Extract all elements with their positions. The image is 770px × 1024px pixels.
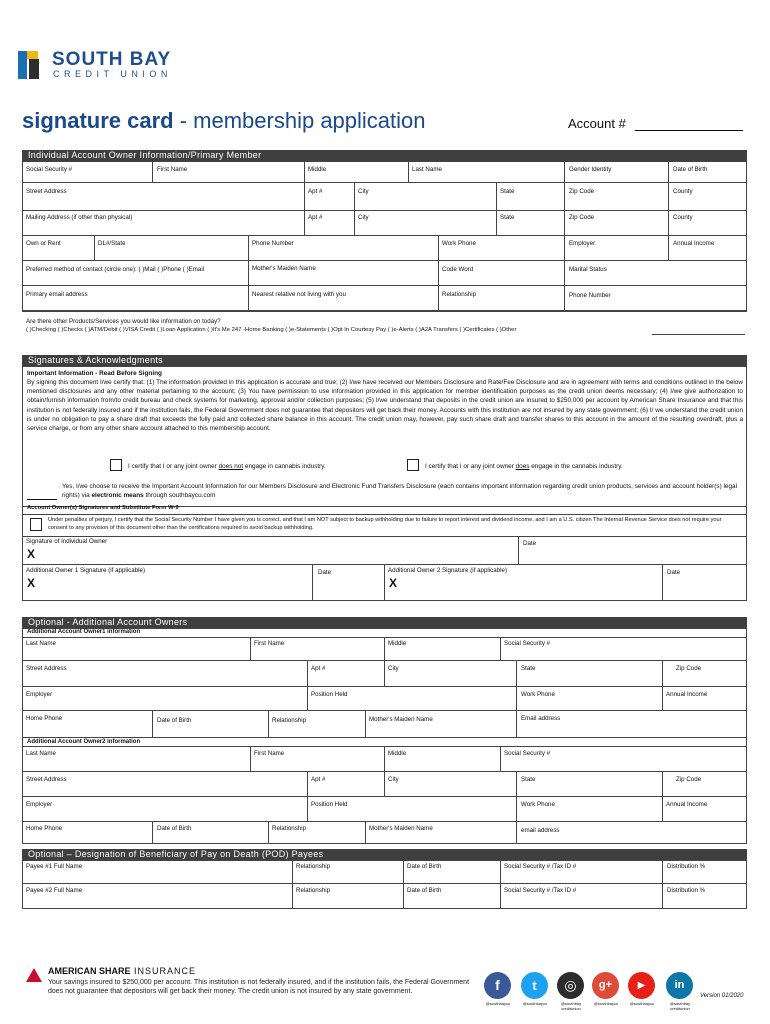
edisclosure-consent [62,482,742,500]
contact-method-label: Preferred method of contact (circle one): ( )Mail ( )Phone ( )Email [26,266,205,273]
title-rest: - membership application [173,108,426,133]
payee1-dist: Distribution % [667,863,706,870]
o1-position: Position Held [311,691,348,698]
cannabis-yes-checkbox[interactable] [407,459,419,471]
first-name-label: First Name [157,166,188,173]
mailing-apt-label: Apt # [308,214,323,221]
o2-relationship: Relationship [272,825,307,832]
asi-title-a: AMERICAN SHARE [48,966,131,976]
payee2-dob: Date of Birth [407,887,442,894]
o1-middle: Middle [388,640,407,647]
additional-owner2-sig-x[interactable]: X [389,576,398,590]
linkedin-icon[interactable] [666,972,693,999]
zip-label: Zip Code [569,188,595,195]
logo-mark-yellow [27,51,38,59]
signatures-section-header: Signatures & Acknowledgments [22,355,747,366]
facebook-glyph: f [495,977,500,993]
o1-home-phone: Home Phone [26,715,63,722]
primary-section-header: Individual Account Owner Information/Primary Member [22,150,747,161]
o2-maiden: Mother's Maiden Name [369,825,433,832]
cannabis-yes-label [425,462,623,471]
state-label: State [500,188,515,195]
edisclosure-bold: electronic means [91,492,144,500]
w9-checkbox[interactable] [30,518,42,531]
o2-city: City [388,776,399,783]
additional-owner2-sig-label: Additional Owner 2 Signature (if applicable) [388,567,508,574]
marital-label: Marital Status [569,266,607,273]
facebook-handle: @southbaycu [485,1001,511,1006]
o1-ssn: Social Security # [504,640,551,647]
o2-work-phone: Work Phone [521,801,555,808]
o2-zip: Zip Code [676,776,702,783]
payee2-dist: Distribution % [667,887,706,894]
title-main: signature card [22,108,174,133]
city-label: City [358,188,369,195]
o2-income: Annual Income [666,801,708,808]
twitter-handle: @southbaycu [522,1001,548,1006]
o1-maiden: Mother's Maiden Name [369,716,433,723]
asi-title-b: INSURANCE [130,966,197,976]
cannabis-yes-c: engage in the cannabis industry. [531,463,623,470]
employer-label: Employer [569,240,596,247]
mailing-zip-label: Zip Code [569,214,595,221]
county-label: County [673,188,693,195]
youtube-icon[interactable] [628,972,655,999]
google-plus-handle: @southbaycu [593,1001,619,1006]
o1-first: First Name [254,640,285,647]
signature-individual-label: Signature of Individual Owner [26,538,108,545]
o1-last: Last Name [26,640,56,647]
certification-text: By signing this document I/we certify that: (1) The information provided in this application is accurate and true; (2) I/we have received our Members Disclosure and Rate/Fee Disclosure and are in agreement with terms and conditions outlined in the below mentioned disclosures and any other material pertaining to the account; (3) You have permission to use information provided in this application for member identification purposes as the credit union deems necessary; (4) I/we give authorization to obtain/furnish information from/to credit bureau and check systems for marketing, approval and/or collection purposes; (5) I/we understand that deposits in the credit union are insured to $250,000 per account by American Share Insurance and that this institution is not federally insured and if the institution fails, the Federal Government does not guarantee that depositors will get back their money. Accounts with this institution are not insured by any state government; (6) I/ we understand the credit union is under no obligation to pay a share draft that exceeds the fully paid and collected share balance in this account. The credit union may, however, pay such share draft and transfer shares to this account in the amount of the resulting overdraft, plus a service charge, or from any other share account attached to this membership account. [27,379,743,433]
o1-dob: Date of Birth [157,717,192,724]
other-products-list[interactable]: ( )Checking ( )Checks ( )ATM/Debit ( )VISA Credit ( )Loan Application ( )It's Me 247 -Home Banking ( )e-Statements ( )Opt In Courtesy Pay ( )e-Alerts ( )A2A Transfers ( )Certificates ( )Other [26,327,517,333]
brand-sub: CREDIT UNION [53,69,172,79]
asi-title [48,966,196,976]
yes-initial-line[interactable] [27,499,57,500]
mailing-state-label: State [500,214,515,221]
edisclosure-end: through southbaycu.com [145,492,216,500]
brand-name: SOUTH BAY [52,49,172,70]
o1-work-phone: Work Phone [521,691,555,698]
work-phone-label: Work Phone [442,240,476,247]
o2-first: First Name [254,750,285,757]
account-number-field[interactable] [635,130,743,131]
instagram-icon[interactable] [557,972,584,999]
twitter-glyph: t [532,978,537,993]
dob-label: Date of Birth [673,166,708,173]
facebook-icon[interactable] [484,972,511,999]
o2-ssn: Social Security # [504,750,551,757]
payee1-dob: Date of Birth [407,863,442,870]
other-products-question: Are there other Products/Services you would like information on today? [26,318,221,325]
youtube-glyph: ▶ [637,980,646,991]
o2-email: email address [521,827,560,834]
o2-dob: Date of Birth [157,825,192,832]
o1-relationship: Relationship [272,717,307,724]
owner2-title: Additional Account Owner2 information [27,739,141,745]
ssn-label: Social Security # [26,166,73,173]
o1-income: Annual Income [666,691,708,698]
o1-city: City [388,665,399,672]
payee1-name: Payee #1 Full Name [26,863,83,870]
o2-home-phone: Home Phone [26,825,63,832]
o1-street: Street Address [26,665,67,672]
nearest-relative-label: Nearest relative not living with you [252,291,346,298]
last-name-label: Last Name [412,166,442,173]
phone-label: Phone Number [252,240,294,247]
cannabis-no-checkbox[interactable] [110,459,122,471]
pod-section-header: Optional – Designation of Beneficiary of Pay on Death (POD) Payees [22,849,747,860]
cannabis-no-b: does not [218,463,244,470]
cannabis-no-a: I certify that I or any joint owner [128,463,217,470]
account-number-label: Account # [568,116,626,131]
code-word-label: Code Word [442,266,474,273]
payee1-relationship: Relationship [296,863,331,870]
linkedin-handle: @southbay creditunion [669,1001,691,1011]
own-rent-label: Own or Rent [26,240,61,247]
phone2-label: Phone Number [569,292,611,299]
google-plus-icon[interactable] [592,972,619,999]
instagram-handle: @southbay creditunion [560,1001,582,1011]
cannabis-no-label [128,462,326,471]
youtube-handle: @southbaycu [629,1001,655,1006]
o2-street: Street Address [26,776,67,783]
instagram-glyph: ◎ [564,977,577,993]
logo-mark-blue [18,51,27,79]
payee1-ssn: Social Security # /Tax ID # [504,863,577,870]
additional-owner2-date: Date [667,569,681,576]
page-title [22,108,426,134]
o2-apt: Apt # [311,776,326,783]
mailing-label: Mailing Address (if other than physical) [26,214,133,221]
maiden-label: Mother's Maiden Name [252,265,316,272]
o2-employer: Employer [26,801,53,808]
o1-apt: Apt # [311,665,326,672]
mailing-county-label: County [673,214,693,221]
o1-employer: Employer [26,691,53,698]
owner1-title: Additional Account Owner1 information [27,629,141,635]
pod-box [22,860,747,909]
payee2-ssn: Social Security # /Tax ID # [504,887,577,894]
street-label: Street Address [26,188,67,195]
o2-state: State [521,776,536,783]
o2-position: Position Held [311,801,348,808]
gender-label: Gender Identity [569,166,612,173]
o2-middle: Middle [388,750,407,757]
payee2-relationship: Relationship [296,887,331,894]
o1-email: Email address [521,715,561,722]
additional-owner1-sig-label: Additional Owner 1 Signature (if applicable) [26,567,146,574]
cannabis-yes-b: does [515,463,530,470]
cannabis-no-c: engage in cannabis industry. [244,463,326,470]
payee2-name: Payee #2 Full Name [26,887,83,894]
signature-individual-x[interactable]: X [27,547,36,561]
middle-label: Middle [308,166,327,173]
o1-zip: Zip Code [676,665,702,672]
other-field[interactable] [652,334,745,335]
apt-label: Apt # [308,188,323,195]
signature-individual-date: Date [523,540,537,547]
additional-owner1-date: Date [318,569,332,576]
optional-owners-header: Optional - Additional Account Owners [22,617,747,628]
mailing-city-label: City [358,214,369,221]
relationship-label: Relationship [442,291,477,298]
w9-text: Under penalties of perjury, I certify that the Social Security Number I have given you is correct, and that I am NOT subject to backup withholding due to failure to report interest and dividend income, and I am a U.S. citizen The Internal Revenue Service does not require your consent to any provision of this document other than the certifications required to avoid backup withholding. [48,517,722,531]
linkedin-glyph: in [674,979,685,991]
w9-title: Account Owner(s) Signatures and Substitute Form W-9 [27,505,179,511]
o1-state: State [521,665,536,672]
twitter-icon[interactable] [521,972,548,999]
logo [18,51,42,79]
o2-last: Last Name [26,750,56,757]
important-notice: Important Information - Read Before Signing [27,370,162,377]
edisclosure-text: Yes, I/we choose to receive the Important Account Information for our Members Disclosure and Electronic Fund Transfers Disclosure (each contains important information regarding credit union products, services and account holder(s) legal rights) via [62,483,738,500]
email-label: Primary email address [26,291,88,298]
dl-label: DL#/State [98,240,126,247]
income-label: Annual Income [673,240,715,247]
version-label: Version 01/2020 [700,993,744,999]
asi-logo-icon [26,968,42,982]
asi-disclaimer: Your savings insured to $250,000 per account. This institution is not federally insured, and if the institution fails, the Federal Government does not guarantee that depositors will get back their money. The credit union is not insured by any state government. [48,979,470,995]
primary-grid [22,161,747,311]
logo-mark-dark [29,59,39,79]
additional-owner1-sig-x[interactable]: X [27,576,36,590]
google-plus-glyph: g+ [598,979,613,991]
cannabis-yes-a: I certify that I or any joint owner [425,463,514,470]
